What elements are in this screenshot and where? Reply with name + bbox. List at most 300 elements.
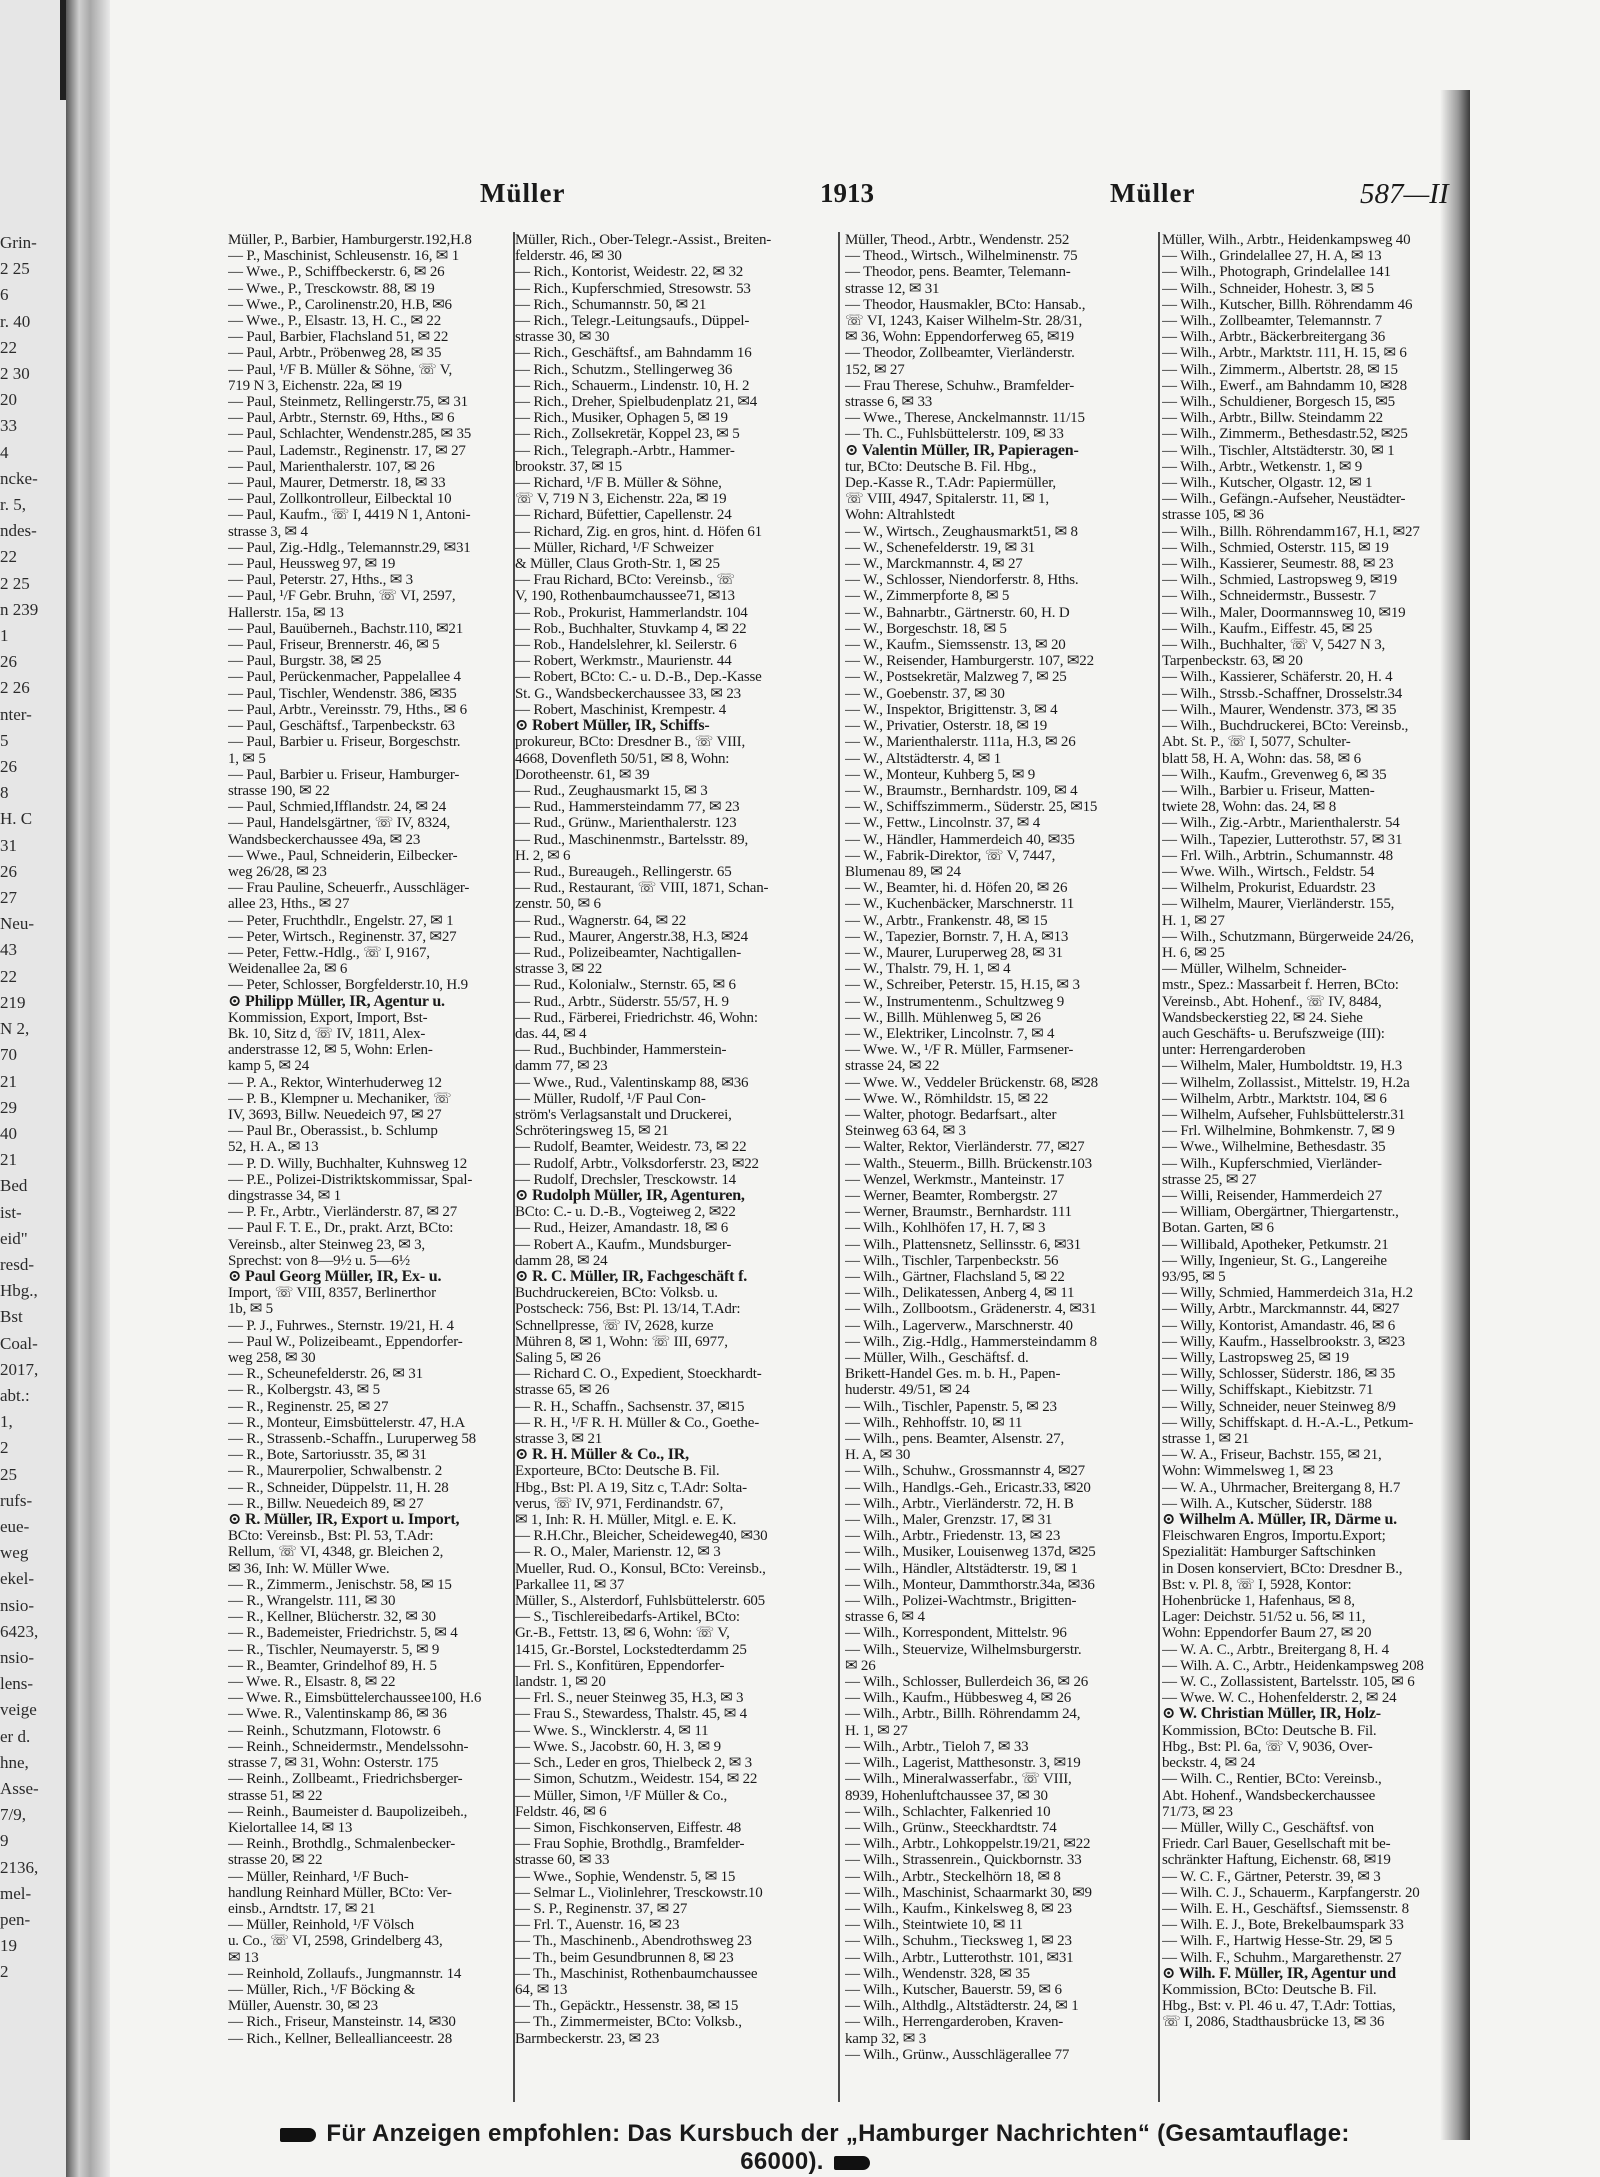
directory-entry-line: — Willy, Schlosser, Süderstr. 186, ✉ 35: [1162, 1366, 1396, 1383]
directory-entry-line: — Rich., Telegr.-Leitungsaufs., Düppel-: [515, 313, 750, 330]
directory-entry-line: — Frau S., Stewardess, Thalstr. 45, ✉ 4: [515, 1706, 747, 1723]
directory-entry-line: H. 6, ✉ 25: [1162, 944, 1225, 961]
directory-entry-line: — W. A., Friseur, Bachstr. 155, ✉ 21,: [1162, 1447, 1382, 1464]
directory-entry-line: schränkter Haftung, Eichenstr. 68, ✉19: [1162, 1852, 1391, 1869]
directory-entry-line: — Wilh., Buchdruckerei, BCto: Vereinsb.,: [1162, 718, 1409, 735]
edge-fragment: r. 40: [0, 311, 31, 331]
directory-entry-line: Müller, Theod., Arbtr., Wendenstr. 252: [845, 232, 1070, 248]
column-rule: [1158, 232, 1160, 2102]
directory-entry-line: — W., Elektriker, Lincolnstr. 7, ✉ 4: [845, 1025, 1055, 1042]
directory-entry-line: — Rich., Kontorist, Weidestr. 22, ✉ 32: [515, 264, 744, 281]
directory-entry-line: Wohn: Wimmelsweg 1, ✉ 23: [1162, 1463, 1334, 1480]
directory-entry-line: — Reinh., Baumeister d. Baupolizeibeh.,: [228, 1803, 468, 1820]
directory-entry-line: — Wilh., Kaufm., Kinkelsweg 8, ✉ 23: [845, 1900, 1072, 1917]
directory-entry-line: — Wilh. C., Rentier, BCto: Vereinsb.,: [1162, 1771, 1382, 1788]
directory-entry-line: ☏ VIII, 4947, Spitalerstr. 11, ✉ 1,: [845, 491, 1049, 508]
directory-entry-line: — Willi, Reisender, Hammerdeich 27: [1162, 1187, 1382, 1204]
directory-entry-line: Schnellpresse, ☏ IV, 2628, kurze: [515, 1317, 714, 1334]
edge-fragment: 22: [0, 337, 17, 357]
directory-column-4: [1162, 232, 1475, 2112]
directory-entry-line: Wandsbeckerstieg 22, ✉ 24. Siehe: [1162, 1009, 1363, 1026]
directory-entry-line: — Wilh., Gärtner, Flachsland 5, ✉ 22: [845, 1269, 1065, 1285]
directory-entry-line: — W., Postsekretär, Malzweg 7, ✉ 25: [845, 669, 1067, 686]
directory-entry-line: — Wwe. R., Eimsbüttelerchaussee100, H.6: [228, 1690, 482, 1707]
directory-entry-line: Wandsbeckerchaussee 49a, ✉ 23: [228, 831, 421, 848]
directory-entry-line: — Paul, Arbtr., Pröbenweg 28, ✉ 35: [228, 345, 442, 362]
directory-entry-line: — Paul, Tischler, Wendenstr. 386, ✉35: [228, 685, 457, 702]
directory-entry-line: — Wilh., Kutscher, Billh. Röhrendamm 46: [1162, 296, 1413, 313]
directory-entry-line: — Wilh., Schuldiener, Borgesch 15, ✉5: [1162, 394, 1395, 411]
directory-entry-line: — Willy, Ingenieur, St. G., Langereihe: [1162, 1252, 1387, 1269]
directory-entry-line: — Wilh., Schlosser, Bullerdeich 36, ✉ 26: [845, 1674, 1089, 1691]
directory-entry-line: damm 77, ✉ 23: [515, 1058, 608, 1075]
directory-entry-line: dingstrasse 34, ✉ 1: [228, 1187, 341, 1204]
directory-entry-line: — Frau Sophie, Brothdlg., Bramfelder-: [515, 1836, 745, 1853]
directory-entry-line: strasse 51, ✉ 22: [228, 1787, 323, 1804]
directory-entry-line: — P. A., Rektor, Winterhuderweg 12: [228, 1074, 442, 1091]
directory-entry-line: 1b, ✉ 5: [228, 1301, 273, 1318]
directory-entry-line: strasse 105, ✉ 36: [1162, 507, 1264, 524]
directory-entry-line: — Paul, Barbier, Flachsland 51, ✉ 22: [228, 329, 449, 346]
directory-entry-line: — W., Reisender, Hamburgerstr. 107, ✉22: [845, 653, 1094, 670]
directory-entry-line: huderstr. 49/51, ✉ 24: [845, 1382, 970, 1399]
directory-entry-line: — Paul, Heussweg 97, ✉ 19: [228, 556, 396, 573]
directory-entry-line: — Rich., Friseur, Mansteinstr. 14, ✉30: [228, 2014, 456, 2031]
footer-text: Für Anzeigen empfohlen: Das Kursbuch der „Hamburger Nachrichten“ (Gesamtauflage: 66000).: [326, 2120, 1350, 2175]
directory-entry-line: — Wilh. A. C., Arbtr., Heidenkampsweg 208: [1162, 1657, 1424, 1674]
directory-entry-line: 1415, Gr.-Borstel, Lockstedterdamm 25: [515, 1641, 747, 1658]
directory-entry-line: 4668, Dovenfleth 50/51, ✉ 8, Wohn:: [515, 750, 730, 767]
directory-entry-line: — Wilh., Kaufm., Grevenweg 6, ✉ 35: [1162, 766, 1387, 783]
directory-entry-line: — Wilhelm, Maler, Humboldtstr. 19, H.3: [1162, 1058, 1403, 1075]
directory-entry-line: — Paul, Lademstr., Reginenstr. 17, ✉ 27: [228, 442, 466, 459]
directory-entry-line: — W., Schreiber, Peterstr. 15, H.15, ✉ 3: [845, 977, 1080, 994]
directory-entry-line: — Willy, Schiffskapt., Kiebitzstr. 71: [1162, 1382, 1374, 1399]
directory-entry-line: — R., Wrangelstr. 111, ✉ 30: [228, 1593, 396, 1610]
edge-fragment: 7/9,: [0, 1805, 26, 1825]
edge-fragment: 219: [0, 992, 26, 1012]
directory-entry-line: — Rud., Wagnerstr. 64, ✉ 22: [515, 912, 687, 929]
directory-entry-line: — Richard C. O., Expedient, Stoeckhardt-: [515, 1366, 762, 1383]
directory-entry-line: — Rud., Maschinenmstr., Bartelsstr. 89,: [515, 831, 749, 848]
directory-entry-line: — Th., Gepäcktr., Hessenstr. 38, ✉ 15: [515, 1998, 739, 2015]
directory-entry-line: — Wwe. W. C., Hohenfelderstr. 2, ✉ 24: [1162, 1690, 1397, 1707]
edge-fragment: 31: [0, 835, 17, 855]
directory-entry-line: — Wilh., Musiker, Louisenweg 137d, ✉25: [845, 1544, 1096, 1561]
directory-entry-line: — R., Schneider, Düppelstr. 11, H. 28: [228, 1479, 449, 1496]
directory-entry-line: damm 28, ✉ 24: [515, 1252, 608, 1269]
directory-entry-line: — Paul, Arbtr., Sternstr. 69, Hths., ✉ 6: [228, 410, 455, 427]
directory-entry-line: Import, ☏ VIII, 8357, Berlinerthor: [228, 1285, 436, 1302]
directory-entry-line: ⊙ R. Müller, IR, Export u. Import,: [228, 1512, 460, 1529]
directory-entry-line: — Rud., Buchbinder, Hammerstein-: [515, 1042, 727, 1059]
directory-entry-line: strasse 190, ✉ 22: [228, 782, 330, 799]
directory-entry-line: — William, Obergärtner, Thiergartenstr.,: [1162, 1204, 1399, 1221]
directory-entry-line: — Wilhelm, Aufseher, Fuhlsbüttelerstr.31: [1162, 1106, 1405, 1123]
directory-entry-line: unter: Herrengarderoben: [1162, 1042, 1306, 1059]
directory-entry-line: — Robert A., Kaufm., Mundsburger-: [515, 1236, 732, 1253]
directory-entry-line: — Richard, ¹/F B. Müller & Söhne,: [515, 475, 722, 492]
directory-entry-line: — Werner, Braumstr., Bernhardstr. 111: [845, 1204, 1072, 1221]
directory-entry-line: — Willy, Schiffskapt. d. H.-A.-L., Petkum-: [1162, 1414, 1414, 1431]
directory-entry-line: Hbg., Bst: Pl. A 19, Sitz c, T.Adr: Solta-: [515, 1479, 747, 1496]
directory-entry-line: Blumenau 89, ✉ 24: [845, 863, 961, 880]
directory-entry-line: — R.H.Chr., Bleicher, Scheideweg40, ✉30: [515, 1528, 768, 1545]
directory-entry-line: — Wilh., Maler, Doormannsweg 10, ✉19: [1162, 604, 1406, 621]
directory-entry-line: 93/95, ✉ 5: [1162, 1269, 1226, 1285]
directory-entry-line: — Paul, Arbtr., Vereinsstr. 79, Hths., ✉ 6: [228, 701, 467, 718]
directory-entry-line: 719 N 3, Eichenstr. 22a, ✉ 19: [228, 377, 402, 394]
directory-entry-line: — W., Inspektor, Brigittenstr. 3, ✉ 4: [845, 701, 1058, 718]
directory-entry-line: — Wilh., Steuervize, Wilhelmsburgerstr.: [845, 1641, 1082, 1658]
directory-entry-line: — Sch., Leder en gros, Thielbeck 2, ✉ 3: [515, 1755, 752, 1772]
directory-entry-line: — Theodor, Hausmakler, BCto: Hansab.,: [845, 296, 1086, 313]
edge-fragment: 22: [0, 966, 17, 986]
directory-entry-line: Exporteure, BCto: Deutsche B. Fil.: [515, 1463, 720, 1480]
directory-entry-line: mstr., Spez.: Massarbeit f. Herren, BCto:: [1162, 977, 1399, 994]
directory-entry-line: — Rich., Musiker, Ophagen 5, ✉ 19: [515, 410, 728, 427]
directory-entry-line: — Paul, Bauüberneh., Bachstr.110, ✉21: [228, 620, 463, 637]
directory-entry-line: 1, ✉ 5: [228, 750, 266, 767]
directory-entry-line: strasse 3, ✉ 21: [515, 1431, 603, 1448]
directory-entry-line: blatt 58, H. A, Wohn: das. 58, ✉ 6: [1162, 750, 1361, 767]
directory-entry-line: — Wilh., Schneidermstr., Bussestr. 7: [1162, 588, 1376, 605]
directory-entry-line: strasse 7, ✉ 31, Wohn: Osterstr. 175: [228, 1755, 439, 1772]
directory-entry-line: landstr. 1, ✉ 20: [515, 1674, 606, 1691]
directory-entry-line: — Theodor, Zollbeamter, Vierländerstr.: [845, 345, 1075, 362]
edge-fragment: 9: [0, 1831, 9, 1851]
directory-entry-line: — Willibald, Apotheker, Petkumstr. 21: [1162, 1236, 1389, 1253]
directory-entry-line: — Wilh., Grünw., Ausschlägerallee 77: [845, 2046, 1070, 2063]
directory-entry-line: ☏ VI, 1243, Kaiser Wilhelm-Str. 28/31,: [845, 313, 1083, 330]
directory-entry-line: — W., Marckmannstr. 4, ✉ 27: [845, 556, 1023, 573]
directory-entry-line: — Rich., Kupferschmied, Stresowstr. 53: [515, 280, 751, 297]
directory-entry-line: — Reinhold, Zollaufs., Jungmannstr. 14: [228, 1965, 462, 1982]
directory-entry-line: Barmbeckerstr. 23, ✉ 23: [515, 2030, 660, 2047]
edge-fragment: 2017,: [0, 1359, 39, 1379]
directory-entry-line: — Müller, Willy C., Geschäftsf. von: [1162, 1819, 1374, 1836]
directory-entry-line: — Wwe., Paul, Schneiderin, Eilbecker-: [228, 847, 458, 864]
directory-entry-line: — Wilh., Handlgs.-Geh., Ericastr.33, ✉20: [845, 1479, 1091, 1496]
directory-entry-line: — Paul, Zig.-Hdlg., Telemannstr.29, ✉31: [228, 539, 471, 556]
directory-entry-line: — Wilh., Barbier u. Friseur, Matten-: [1162, 782, 1375, 799]
directory-entry-line: — Wilh., Tischler, Papenstr. 5, ✉ 23: [845, 1398, 1057, 1415]
directory-entry-line: — W. C. F., Gärtner, Peterstr. 39, ✉ 3: [1162, 1868, 1381, 1885]
directory-entry-line: — Simon, Schutzm., Weidestr. 154, ✉ 22: [515, 1771, 758, 1788]
directory-entry-line: — Theod., Wirtsch., Wilhelminenstr. 75: [845, 248, 1078, 265]
directory-entry-line: — Wilh., Herrengarderoben, Kraven-: [845, 2014, 1064, 2031]
directory-entry-line: — W., Fettw., Lincolnstr. 37, ✉ 4: [845, 815, 1040, 832]
directory-entry-line: — R., Reginenstr. 25, ✉ 27: [228, 1398, 389, 1415]
directory-entry-line: — W. A., Uhrmacher, Breitergang 8, H.7: [1162, 1479, 1401, 1496]
directory-entry-line: — Frau Pauline, Scheuerfr., Ausschläger-: [228, 880, 470, 897]
directory-entry-line: — W., Maurer, Luruperweg 28, ✉ 31: [845, 944, 1063, 961]
directory-entry-line: Bst: v. Pl. 8, ☏ I, 5928, Kontor:: [1162, 1576, 1352, 1593]
directory-entry-line: — R., Kellner, Blücherstr. 32, ✉ 30: [228, 1609, 436, 1626]
directory-entry-line: — Wilh., Gefängn.-Aufseher, Neustädter-: [1162, 491, 1406, 508]
directory-entry-line: — Wilh., Zimmerm., Albertstr. 28, ✉ 15: [1162, 361, 1398, 378]
book-gutter: [66, 0, 110, 2177]
directory-entry-line: — Wilh., Schmied, Lastropsweg 9, ✉19: [1162, 572, 1397, 589]
directory-entry-line: H. 1, ✉ 27: [845, 1722, 908, 1739]
directory-entry-line: — Reinh., Zollbeamt., Friedrichsberger-: [228, 1771, 463, 1788]
directory-entry-line: — Wwe. Wilh., Wirtsch., Feldstr. 54: [1162, 863, 1375, 880]
directory-entry-line: — Wilh., Zimmerm., Bethesdastr.52, ✉25: [1162, 426, 1408, 443]
directory-entry-line: — Wilh. C. J., Schauerm., Karpfangerstr. 20: [1162, 1884, 1420, 1901]
directory-entry-line: Hallerstr. 15a, ✉ 13: [228, 604, 344, 621]
directory-entry-line: — Werner, Beamter, Rombergstr. 27: [845, 1187, 1058, 1204]
edge-fragment: nter-: [0, 704, 32, 724]
directory-entry-line: — Wwe., Sophie, Wendenstr. 5, ✉ 15: [515, 1868, 736, 1885]
directory-entry-line: — Willy, Schmied, Hammerdeich 31a, H.2: [1162, 1285, 1413, 1302]
directory-entry-line: Müller, P., Barbier, Hamburgerstr.192,H.8: [228, 232, 472, 248]
directory-entry-line: Postscheck: 756, Bst: Pl. 13/14, T.Adr:: [515, 1301, 741, 1318]
directory-entry-line: — R., Bademeister, Friedrichstr. 5, ✉ 4: [228, 1625, 458, 1642]
edge-fragment: eid": [0, 1228, 28, 1248]
directory-entry-line: — W., Schlosser, Niendorferstr. 8, Hths.: [845, 572, 1079, 589]
directory-entry-line: Gr.-B., Fettstr. 13, ✉ 6, Wohn: ☏ V,: [515, 1625, 730, 1642]
directory-entry-line: — Reinh., Brothdlg., Schmalenbecker-: [228, 1836, 456, 1853]
directory-entry-line: — Paul, Geschäftsf., Tarpenbeckstr. 63: [228, 718, 455, 735]
directory-entry-line: — W. C., Zollassistent, Bartelsstr. 105, ✉ 6: [1162, 1674, 1415, 1691]
directory-entry-line: — P.E., Polizei-Distriktskommissar, Spal-: [228, 1171, 473, 1188]
edge-fragment: Asse-: [0, 1778, 39, 1798]
directory-entry-line: — W. A. C., Arbtr., Breitergang 8, H. 4: [1162, 1641, 1389, 1658]
directory-entry-line: Bk. 10, Sitz d, ☏ IV, 1811, Alex-: [228, 1025, 426, 1042]
directory-entry-line: — Rud., Kolonialw., Sternstr. 65, ✉ 6: [515, 977, 736, 994]
directory-entry-line: — Wilh., Arbtr., Friedenstr. 13, ✉ 23: [845, 1528, 1061, 1545]
directory-entry-line: — Wilh., Schlachter, Falkenried 10: [845, 1803, 1051, 1820]
directory-entry-line: strasse 60, ✉ 33: [515, 1852, 610, 1869]
directory-entry-line: anderstrasse 12, ✉ 5, Wohn: Erlen-: [228, 1042, 433, 1059]
directory-entry-line: — W., Zimmerpforte 8, ✉ 5: [845, 588, 1010, 605]
directory-entry-line: Botan. Garten, ✉ 6: [1162, 1220, 1274, 1237]
directory-entry-line: — Wilh., Lagerverw., Marschnerstr. 40: [845, 1317, 1073, 1334]
directory-entry-line: Spezialität: Hamburger Saftschinken: [1162, 1544, 1376, 1561]
edge-fragment: Neu-: [0, 914, 34, 934]
directory-entry-line: — Wilh., Kassierer, Schäferstr. 20, H. 4: [1162, 669, 1393, 686]
directory-entry-line: strasse 25, ✉ 27: [1162, 1171, 1257, 1188]
directory-entry-line: Müller, Auenstr. 30, ✉ 23: [228, 1998, 378, 2015]
directory-entry-line: — Wilh., Mineralwasserfabr., ☏ VIII,: [845, 1771, 1072, 1788]
directory-entry-line: — Müller, Wilhelm, Schneider-: [1162, 961, 1347, 978]
directory-entry-line: St. G., Wandsbeckerchaussee 33, ✉ 23: [515, 685, 741, 702]
directory-entry-line: — Willy, Schneider, neuer Steinweg 8/9: [1162, 1398, 1396, 1415]
edge-fragment: Grin-: [0, 233, 37, 252]
directory-entry-line: — Frl. S., neuer Steinweg 35, H.3, ✉ 3: [515, 1690, 744, 1707]
directory-entry-line: — Wwe., Therese, Anckelmannstr. 11/15: [845, 410, 1085, 427]
directory-entry-line: Friedr. Carl Bauer, Gesellschaft mit be-: [1162, 1836, 1391, 1853]
directory-entry-line: ⊙ Robert Müller, IR, Schiffs-: [515, 718, 710, 735]
directory-column-2: [515, 232, 828, 2112]
directory-entry-line: Weidenallee 2a, ✉ 6: [228, 961, 348, 978]
edge-fragment: 5: [0, 730, 9, 750]
directory-entry-line: — Rud., Heizer, Amandastr. 18, ✉ 6: [515, 1220, 729, 1237]
directory-entry-line: — Rob., Handelslehrer, kl. Seilerstr. 6: [515, 637, 737, 654]
directory-entry-line: — Wwe. W., Veddeler Brückenstr. 68, ✉28: [845, 1074, 1098, 1091]
directory-entry-line: — Wilh. F., Schuhm., Margarethenstr. 27: [1162, 1949, 1402, 1966]
directory-entry-line: — R., Beamter, Grindelhof 89, H. 5: [228, 1657, 437, 1674]
directory-entry-line: — Wilh., Zig.-Hdlg., Hammersteindamm 8: [845, 1333, 1097, 1350]
edge-fragment: 1,: [0, 1412, 13, 1432]
directory-entry-line: — Wilh., Arbtr., Tieloh 7, ✉ 33: [845, 1738, 1029, 1755]
directory-entry-line: — Wilh., Photograph, Grindelallee 141: [1162, 264, 1391, 281]
directory-entry-line: Schröteringsweg 15, ✉ 21: [515, 1123, 669, 1140]
directory-entry-line: — Rud., Arbtr., Süderstr. 55/57, H. 9: [515, 993, 729, 1010]
directory-entry-line: strasse 6, ✉ 33: [845, 394, 933, 411]
directory-entry-line: — Rich., Dreher, Spielbudenplatz 21, ✉4: [515, 394, 758, 411]
directory-entry-line: auch Geschäfts- u. Berufszweige (III):: [1162, 1025, 1385, 1042]
directory-entry-line: — Frl. Wilh., Arbtrin., Schumannstr. 48: [1162, 847, 1393, 864]
directory-entry-line: Saling 5, ✉ 26: [515, 1350, 601, 1367]
edge-fragment: resd-: [0, 1254, 34, 1274]
directory-entry-line: — Wwe., Wilhelmine, Bethesdastr. 35: [1162, 1139, 1386, 1156]
directory-entry-line: — Th., Maschinist, Rothenbaumchaussee: [515, 1965, 758, 1982]
directory-entry-line: — Wilh., Arbtr., Marktstr. 111, H. 15, ✉ 6: [1162, 345, 1407, 362]
directory-entry-line: ⊙ Wilh. F. Müller, IR, Agentur und: [1162, 1965, 1396, 1982]
directory-entry-line: BCto: C.- u. D.-B., Vogteiweg 2, ✉22: [515, 1204, 736, 1221]
directory-entry-line: — Selmar L., Violinlehrer, Tresckowstr.10: [515, 1884, 763, 1901]
edge-fragment: 2 26: [0, 678, 30, 698]
directory-entry-line: ⊙ R. C. Müller, IR, Fachgeschäft f.: [515, 1269, 748, 1285]
directory-entry-line: — Wilh. A., Kutscher, Süderstr. 188: [1162, 1495, 1372, 1512]
directory-entry-line: — Wilh., Arbtr., Billw. Steindamm 22: [1162, 410, 1383, 427]
directory-entry-line: — Rudolf, Drechsler, Tresckowstr. 14: [515, 1171, 736, 1188]
edge-fragment: 21: [0, 1071, 17, 1091]
directory-entry-line: — Rich., Kellner, Belleallianceestr. 28: [228, 2030, 453, 2047]
directory-entry-line: — Wilh., Arbtr., Billh. Röhrendamm 24,: [845, 1706, 1081, 1723]
edge-fragment: nsio-: [0, 1595, 34, 1615]
directory-entry-line: — W., Marienthalerstr. 111a, H.3, ✉ 26: [845, 734, 1076, 751]
pointing-hand-icon: [834, 2156, 870, 2170]
directory-entry-line: H. 2, ✉ 6: [515, 847, 571, 864]
edge-fragment: Coal-: [0, 1333, 38, 1353]
directory-entry-line: — Wilh. E. J., Bote, Brekelbaumspark 33: [1162, 1917, 1404, 1934]
directory-entry-line: — Rud., Restaurant, ☏ VIII, 1871, Schan-: [515, 880, 769, 897]
directory-entry-line: — Rudolf, Beamter, Weidestr. 73, ✉ 22: [515, 1139, 747, 1156]
edge-fragment: 6423,: [0, 1621, 39, 1641]
edge-fragment: r. 5,: [0, 495, 26, 515]
directory-entry-line: — Rud., Maurer, Angerstr.38, H.3, ✉24: [515, 928, 748, 945]
directory-entry-line: — Wwe. R., Elsastr. 8, ✉ 22: [228, 1674, 396, 1691]
directory-entry-line: — Wilhelm, Maurer, Vierländerstr. 155,: [1162, 896, 1395, 913]
directory-entry-line: — Rich., Schauerm., Lindenstr. 10, H. 2: [515, 377, 750, 394]
directory-entry-line: — Rich., Geschäftsf., am Bahndamm 16: [515, 345, 752, 362]
directory-entry-line: Kommission, Export, Import, Bst-: [228, 1009, 428, 1026]
directory-entry-line: — W., Kuchenbäcker, Marschnerstr. 11: [845, 896, 1075, 913]
directory-entry-line: — Wilh., Tischler, Tarpenbeckstr. 56: [845, 1252, 1059, 1269]
directory-entry-line: — Rich., Telegraph.-Arbtr., Hammer-: [515, 442, 735, 459]
directory-entry-line: — Müller, Rudolf, ¹/F Paul Con-: [515, 1090, 706, 1107]
directory-entry-line: — Theodor, pens. Beamter, Telemann-: [845, 264, 1071, 281]
directory-entry-line: — Paul, Barbier u. Friseur, Borgeschstr.: [228, 734, 461, 751]
directory-entry-line: — W., Fabrik-Direktor, ☏ V, 7447,: [845, 847, 1056, 864]
directory-entry-line: handlung Reinhard Müller, BCto: Ver-: [228, 1884, 452, 1901]
edge-fragment: 20: [0, 390, 17, 410]
directory-entry-line: Mueller, Rud. O., Konsul, BCto: Vereinsb.,: [515, 1560, 766, 1577]
directory-entry-line: — Reinh., Schutzmann, Flotowstr. 6: [228, 1722, 441, 1739]
directory-entry-line: Tarpenbeckstr. 63, ✉ 20: [1162, 653, 1303, 670]
directory-entry-line: ✉ 13: [228, 1949, 259, 1966]
running-header: [370, 178, 1450, 216]
directory-entry-line: & Müller, Claus Groth-Str. 1, ✉ 25: [515, 556, 720, 573]
directory-entry-line: — Paul, Barbier u. Friseur, Hamburger-: [228, 766, 460, 783]
directory-entry-line: — Wwe., P., Tresckowstr. 88, ✉ 19: [228, 280, 435, 297]
header-right-name: Müller: [1110, 178, 1196, 208]
directory-entry-line: ✉ 36, Inh: W. Müller Wwe.: [228, 1560, 390, 1577]
directory-entry-line: ⊙ Wilhelm A. Müller, IR, Därme u.: [1162, 1512, 1397, 1529]
directory-entry-line: ⊙ R. H. Müller & Co., IR,: [515, 1447, 689, 1464]
edge-fragment: n 239: [0, 599, 39, 619]
directory-entry-line: — Paul, ¹/F B. Müller & Söhne, ☏ V,: [228, 361, 453, 378]
directory-entry-line: — Paul, Burgstr. 38, ✉ 25: [228, 653, 382, 670]
directory-entry-line: — Robert, Maschinist, Krempestr. 4: [515, 701, 727, 718]
directory-entry-line: — Wilh., Arbtr., Steckelhörn 18, ✉ 8: [845, 1868, 1061, 1885]
directory-entry-line: strasse 30, ✉ 30: [515, 329, 610, 346]
column-rule: [838, 232, 840, 2102]
directory-entry-line: Kommission, BCto: Deutsche B. Fil.: [1162, 1722, 1377, 1739]
directory-entry-line: — R., Strassenb.-Schaffn., Luruperweg 58: [228, 1431, 476, 1448]
edge-fragment: 25: [0, 1464, 17, 1484]
directory-entry-line: — W., Wirtsch., Zeughausmarkt51, ✉ 8: [845, 523, 1078, 540]
directory-entry-line: — Wilh., Rehhoffstr. 10, ✉ 11: [845, 1414, 1023, 1431]
directory-entry-line: — Paul, Marienthalerstr. 107, ✉ 26: [228, 458, 435, 475]
directory-entry-line: — Paul, Perückenmacher, Pappelallee 4: [228, 669, 461, 686]
directory-entry-line: Vereinsb., alter Steinweg 23, ✉ 3,: [228, 1236, 425, 1253]
directory-entry-line: in Dosen konserviert, BCto: Dresdner B.,: [1162, 1560, 1403, 1577]
edge-fragment: 2: [0, 1962, 9, 1982]
edge-fragment: 26: [0, 757, 17, 777]
directory-entry-line: Müller, Wilh., Arbtr., Heidenkampsweg 40: [1162, 232, 1411, 248]
directory-entry-line: Steinweg 63 64, ✉ 3: [845, 1123, 966, 1140]
edge-fragment: hne,: [0, 1752, 29, 1772]
directory-entry-line: — W., Kaufm., Siemssenstr. 13, ✉ 20: [845, 637, 1066, 654]
directory-entry-line: 52, H. A., ✉ 13: [228, 1139, 319, 1156]
directory-entry-line: — Paul F. T. E., Dr., prakt. Arzt, BCto:: [228, 1220, 454, 1237]
directory-entry-line: — Müller, Reinhard, ¹/F Buch-: [228, 1868, 409, 1885]
directory-entry-line: — Rudolf, Arbtr., Volksdorferstr. 23, ✉22: [515, 1155, 759, 1172]
directory-entry-line: ⊙ Rudolph Müller, IR, Agenturen,: [515, 1187, 745, 1204]
edge-fragment: 70: [0, 1045, 17, 1065]
directory-entry-line: tur, BCto: Deutsche B. Fil. Hbg.,: [845, 458, 1037, 475]
directory-entry-line: Kommission, BCto: Deutsche B. Fil.: [1162, 1981, 1377, 1998]
directory-entry-line: — Paul, Zollkontrolleur, Eilbecktal 10: [228, 491, 452, 508]
directory-entry-line: — Paul, Kaufm., ☏ I, 4419 N 1, Antoni-: [228, 507, 471, 524]
directory-entry-line: — W., Tapezier, Bornstr. 7, H. A, ✉13: [845, 928, 1069, 945]
directory-entry-line: — Richard, Büfettier, Capellenstr. 24: [515, 507, 732, 524]
directory-entry-line: — R. H., ¹/F R. H. Müller & Co., Goethe-: [515, 1414, 759, 1431]
directory-entry-line: — Wilh., Händler, Altstädterstr. 19, ✉ 1: [845, 1560, 1078, 1577]
directory-entry-line: — P. D. Willy, Buchhalter, Kuhnsweg 12: [228, 1155, 468, 1172]
directory-entry-line: — Frau Richard, BCto: Vereinsb., ☏: [515, 572, 735, 589]
directory-entry-line: — Rob., Prokurist, Hammerlandstr. 104: [515, 604, 748, 621]
directory-entry-line: — Wwe. W., ¹/F R. Müller, Farmsener-: [845, 1042, 1074, 1059]
edge-fragment: N 2,: [0, 1019, 30, 1039]
directory-entry-line: — Wilh., Schneider, Hohestr. 3, ✉ 5: [1162, 280, 1374, 297]
directory-entry-line: — Wilhelm, Zollassist., Mittelstr. 19, H.2a: [1162, 1074, 1410, 1091]
edge-fragment: 43: [0, 940, 17, 960]
directory-entry-line: — Wilh., Arbtr., Vierländerstr. 72, H. B: [845, 1495, 1074, 1512]
directory-entry-line: — R., Zimmerm., Jenischstr. 58, ✉ 15: [228, 1576, 452, 1593]
directory-entry-line: strasse 65, ✉ 26: [515, 1382, 610, 1399]
directory-entry-line: — W., Borgeschstr. 18, ✉ 5: [845, 620, 1007, 637]
directory-entry-line: — Walter, photogr. Bedarfsart., alter: [845, 1106, 1057, 1123]
directory-entry-line: — Rich., Zollsekretär, Koppel 23, ✉ 5: [515, 426, 740, 443]
header-year: 1913: [820, 178, 874, 208]
directory-entry-line: — Wilh. E. H., Geschäftsf., Siemssenstr. 8: [1162, 1900, 1409, 1917]
edge-fragment: ist-: [0, 1202, 22, 1222]
directory-entry-line: — Paul, Schmied,Ifflandstr. 24, ✉ 24: [228, 799, 446, 816]
